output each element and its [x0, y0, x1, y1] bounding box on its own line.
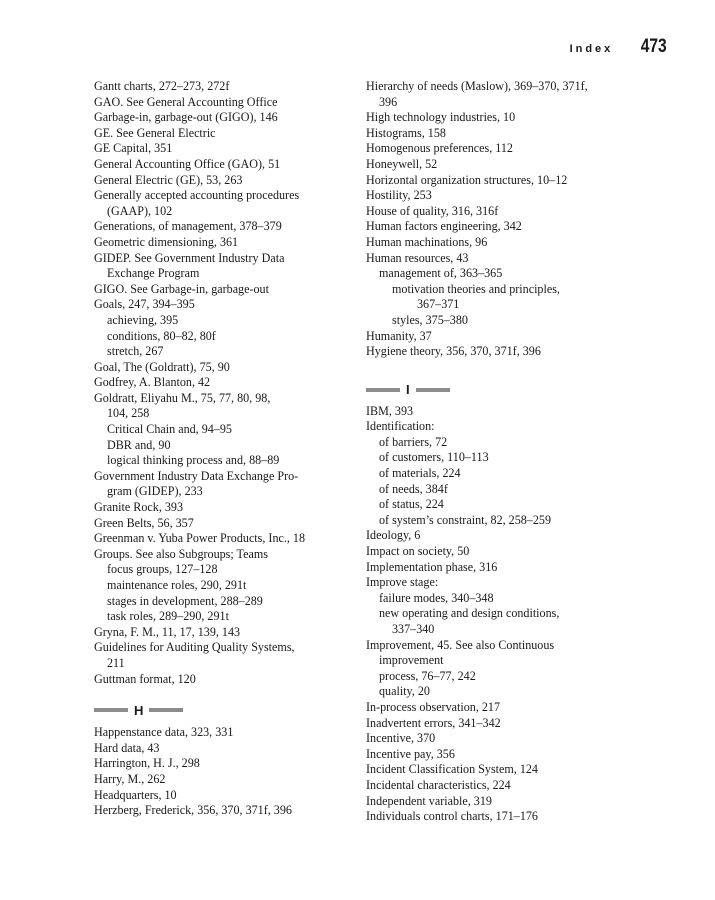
index-entry: Guttman format, 120 — [94, 671, 196, 686]
index-entry: Incentive, 370 — [366, 731, 436, 746]
index-entry: General Electric (GE), 53, 263 — [94, 172, 243, 187]
index-entry: Identification: — [366, 419, 435, 434]
index-group-h — [94, 725, 344, 819]
index-entry: High technology industries, 10 — [366, 110, 516, 125]
index-entry: logical thinking process and, 88–89 — [107, 453, 280, 468]
index-entry: Homogenous preferences, 112 — [366, 141, 513, 156]
section-letter: I — [406, 382, 410, 398]
index-entry: of customers, 110–113 — [379, 450, 489, 465]
index-entry: Granite Rock, 393 — [94, 500, 184, 515]
section-heading-h — [94, 701, 344, 719]
index-entry: styles, 375–380 — [392, 312, 468, 327]
index-entry: failure modes, 340–348 — [379, 590, 494, 605]
index-entry: Impact on society, 50 — [366, 544, 470, 559]
index-entry: Hard data, 43 — [94, 740, 160, 755]
index-entry: stages in development, 288–289 — [107, 593, 263, 608]
index-entry: Honeywell, 52 — [366, 156, 438, 171]
index-entry: conditions, 80–82, 80f — [107, 328, 216, 343]
index-entry: Improve stage: — [366, 575, 439, 590]
index-entry: Critical Chain and, 94–95 — [107, 422, 232, 437]
index-entry: 396 — [379, 94, 398, 109]
index-entry: of system’s constraint, 82, 258–259 — [379, 512, 551, 527]
index-entry: management of, 363–365 — [379, 266, 503, 281]
index-entry: Individuals control charts, 171–176 — [366, 809, 538, 824]
index-entry: of materials, 224 — [379, 466, 461, 481]
running-head: Index — [569, 43, 614, 55]
index-entry: Incidental characteristics, 224 — [366, 777, 511, 792]
index-entry: Independent variable, 319 — [366, 793, 492, 808]
index-entry: focus groups, 127–128 — [107, 562, 218, 577]
index-entry: In-process observation, 217 — [366, 699, 501, 714]
index-entry: Garbage-in, garbage-out (GIGO), 146 — [94, 110, 278, 125]
index-entry: Implementation phase, 316 — [366, 559, 498, 574]
index-entry: Happenstance data, 323, 331 — [94, 725, 234, 740]
index-entry: GE. See General Electric — [94, 125, 216, 140]
heading-bar-left — [94, 708, 128, 712]
index-column-right — [366, 79, 622, 825]
index-entry: Inadvertent errors, 341–342 — [366, 715, 501, 730]
index-entry: of status, 224 — [379, 497, 444, 512]
index-entry: Government Industry Data Exchange Pro- — [94, 468, 299, 483]
section-heading-i — [366, 381, 622, 399]
index-entry: of needs, 384f — [379, 481, 448, 496]
index-entry: Goldratt, Eliyahu M., 75, 77, 80, 98, — [94, 390, 271, 405]
index-entry: Human machinations, 96 — [366, 234, 488, 249]
index-entry: Harrington, H. J., 298 — [94, 756, 200, 771]
index-entry: new operating and design conditions, — [379, 606, 560, 621]
index-entry: Exchange Program — [107, 266, 200, 281]
index-group-h-continued — [366, 79, 622, 360]
index-entry: maintenance roles, 290, 291t — [107, 578, 247, 592]
index-entry: 104, 258 — [107, 406, 150, 421]
section-letter: H — [134, 702, 144, 718]
index-entry: Herzberg, Frederick, 356, 370, 371f, 396 — [94, 803, 292, 818]
index-entry: Hostility, 253 — [366, 188, 432, 203]
index-entry: Headquarters, 10 — [94, 787, 177, 802]
index-entry: Guidelines for Auditing Quality Systems, — [94, 640, 295, 655]
index-entry: Human resources, 43 — [366, 250, 469, 265]
index-entry: Generally accepted accounting procedures — [94, 188, 300, 203]
index-entry: Hierarchy of needs (Maslow), 369–370, 371f, — [366, 79, 588, 93]
index-entry: Hygiene theory, 356, 370, 371f, 396 — [366, 344, 541, 359]
index-entry: GIDEP. See Government Industry Data — [94, 250, 285, 265]
index-entry: Incentive pay, 356 — [366, 746, 455, 761]
index-entry: Ideology, 6 — [366, 528, 421, 543]
index-entry: GE Capital, 351 — [94, 141, 173, 156]
index-entry: Improvement, 45. See also Continuous — [366, 637, 555, 652]
index-entry: Incident Classification System, 124 — [366, 762, 538, 777]
index-entry: DBR and, 90 — [107, 437, 171, 452]
index-entry: gram (GIDEP), 233 — [107, 484, 203, 499]
index-entry: quality, 20 — [379, 684, 430, 699]
index-entry: General Accounting Office (GAO), 51 — [94, 156, 281, 171]
index-entry: Harry, M., 262 — [94, 771, 166, 786]
page-number: 473 — [641, 36, 667, 57]
index-entry: GIGO. See Garbage-in, garbage-out — [94, 281, 269, 296]
index-entry: IBM, 393 — [366, 403, 414, 418]
index-entry: Histograms, 158 — [366, 125, 446, 140]
index-entry: Greenman v. Yuba Power Products, Inc., 18 — [94, 531, 306, 546]
heading-bar-right — [149, 708, 183, 712]
index-column-left — [94, 79, 344, 819]
index-entry: Gantt charts, 272–273, 272f — [94, 79, 230, 93]
index-entry: 367–371 — [417, 297, 460, 312]
index-entry: Goal, The (Goldratt), 75, 90 — [94, 359, 230, 374]
index-entry: 337–340 — [392, 622, 435, 636]
index-entry: improvement — [379, 653, 444, 668]
index-entry: Green Belts, 56, 357 — [94, 515, 194, 530]
index-entry: Geometric dimensioning, 361 — [94, 234, 239, 249]
index-entry: GAO. See General Accounting Office — [94, 94, 278, 109]
index-entry: stretch, 267 — [107, 344, 164, 359]
index-entry: motivation theories and principles, — [392, 281, 560, 296]
index-entry: task roles, 289–290, 291t — [107, 609, 229, 624]
heading-bar-right — [416, 388, 450, 392]
index-entry: Gryna, F. M., 11, 17, 139, 143 — [94, 624, 241, 639]
index-entry: of barriers, 72 — [379, 434, 448, 449]
index-entry: Goals, 247, 394–395 — [94, 297, 195, 312]
index-entry: achieving, 395 — [107, 312, 179, 327]
index-entry: Godfrey, A. Blanton, 42 — [94, 375, 211, 390]
index-entry: Human factors engineering, 342 — [366, 219, 522, 234]
index-entry: Humanity, 37 — [366, 328, 432, 343]
heading-bar-left — [366, 388, 400, 392]
index-entry: 211 — [107, 655, 125, 670]
index-group-g — [94, 79, 344, 687]
index-entry: House of quality, 316, 316f — [366, 203, 499, 218]
index-entry: process, 76–77, 242 — [379, 668, 476, 683]
index-entry: Generations, of management, 378–379 — [94, 219, 282, 234]
page-header — [570, 36, 667, 58]
index-entry: Horizontal organization structures, 10–12 — [366, 172, 568, 187]
index-entry: (GAAP), 102 — [107, 203, 173, 218]
index-entry: Groups. See also Subgroups; Teams — [94, 546, 268, 561]
index-group-i — [366, 404, 622, 825]
